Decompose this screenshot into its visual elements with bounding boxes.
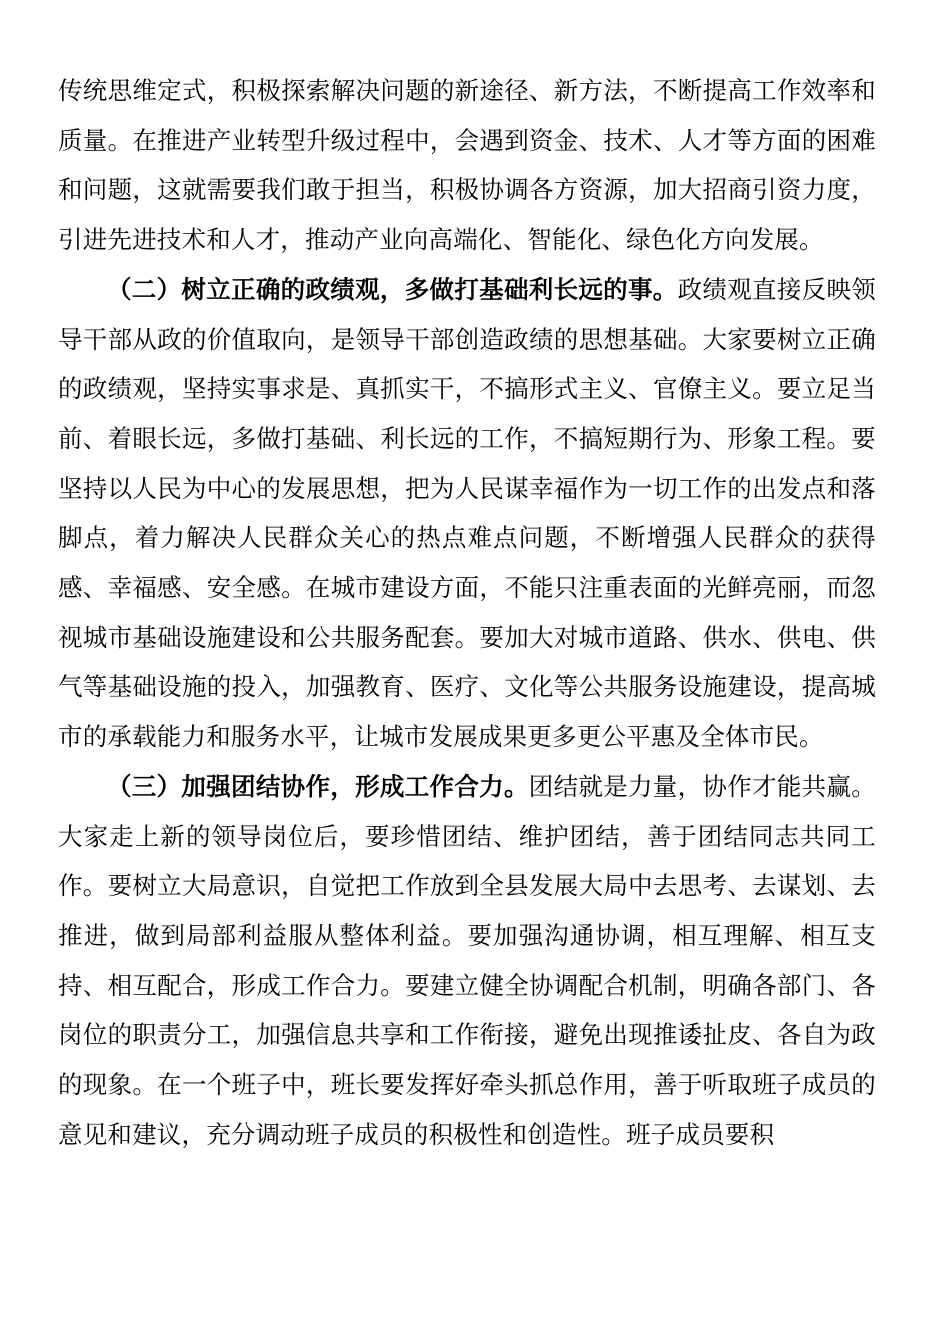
paragraph-text: 传统思维定式，积极探索解决问题的新途径、新方法，不断提高工作效率和质量。在推进产业转型升级过程中，会遇到资金、技术、人才等方面的困难和问题，这就需要我们敢于担当，积极协调各方资源，加大招商引资力度，引进先进技术和人才，推动产业向高端化、智能化、绿色化方向发展。 xyxy=(58,76,876,255)
paragraph-text: 政绩观直接反映领导干部从政的价值取向，是领导干部创造政绩的思想基础。大家要树立正确的政绩观，坚持实事求是、真抓实干，不搞形式主义、官僚主义。要立足当前、着眼长远，多做打基础、利长远的工作，不搞短期行为、形象工程。要坚持以人民为中心的发展思想，把为人民谋幸福作为一切工作的出发点和落脚点，着力解决人民群众关心的热点难点问题，不断增强人民群众的获得感、幸福感、安全感。在城市建设方面，不能只注重表面的光鲜亮丽，而忽视城市基础设施建设和公共服务配套。要加大对城市道路、供水、供电、供气等基础设施的投入，加强教育、医疗、文化等公共服务设施建设，提高城市的承载能力和服务水平，让城市发展成果更多更公平惠及全体市民。 xyxy=(58,274,876,752)
paragraph-text: 团结就是力量，协作才能共赢。大家走上新的领导岗位后，要珍惜团结、维护团结，善于团结同志共同工作。要树立大局意识，自觉把工作放到全县发展大局中去思考、去谋划、去推进，做到局部利益服从整体利益。要加强沟通协调，相互理解、相互支持、相互配合，形成工作合力。要建立健全协调配合机制，明确各部门、各岗位的职责分工，加强信息共享和工作衔接，避免出现推诿扯皮、各自为政的现象。在一个班子中，班长要发挥好牵头抓总作用，善于听取班子成员的意见和建议，充分调动班子成员的积极性和创造性。班子成员要积 xyxy=(58,771,876,1149)
paragraph-section-2 xyxy=(58,265,876,762)
paragraph-section-3 xyxy=(58,762,876,1160)
paragraph-continuation xyxy=(58,66,876,265)
section-heading: （三）加强团结协作，形成工作合力。 xyxy=(107,771,529,801)
section-heading: （二）树立正确的政绩观，多做打基础利长远的事。 xyxy=(107,274,678,304)
